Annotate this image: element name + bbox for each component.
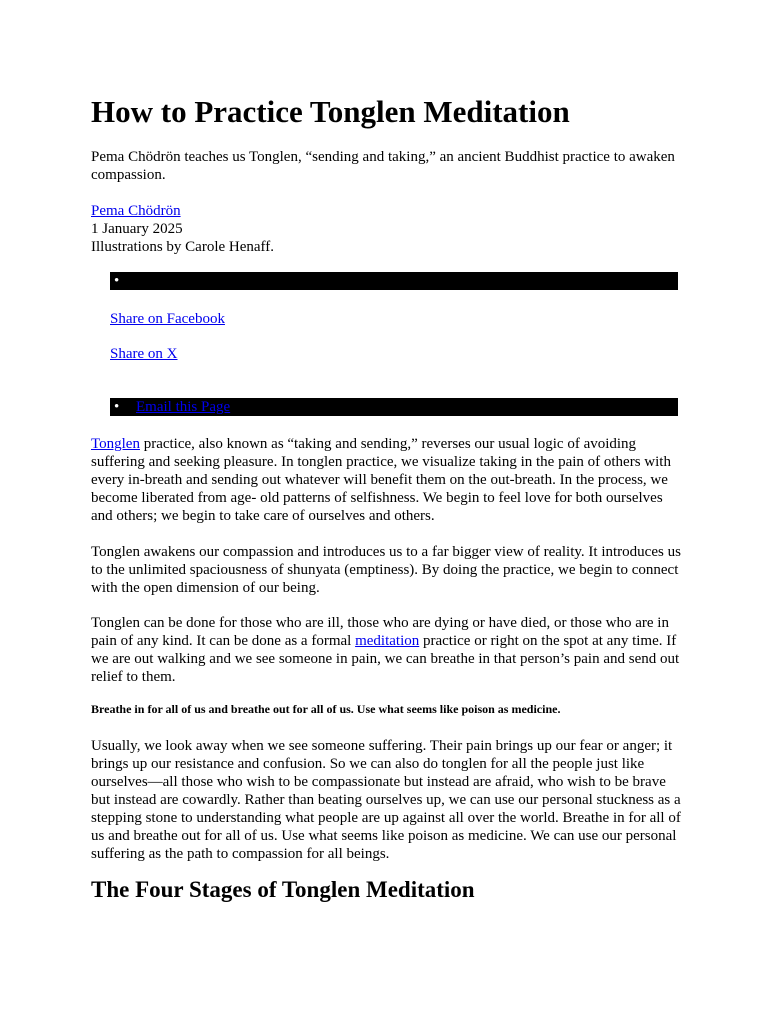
body-paragraph-1-text: practice, also known as “taking and sending,” reverses our usual logic of avoiding suffering and seeking pleasure. In tonglen practice, we visualize taking in the pain of others with every in-breath and sending out whatever will benefit them on the out-breath. In the process, we become liberated from age- old patterns of selfishness. We begin to feel love for both ourselves and others; we begin to take care of ourselves and others. <box>91 436 671 524</box>
body-paragraph-3-text-a: Tonglen can be done for those who are ill, those who are dying or have died, or those who are in pain of any kind. It can be done as a formal <box>91 615 669 649</box>
illustration-credit: Illustrations by Carole Henaff. <box>91 239 275 255</box>
list-bullet: • <box>114 399 120 415</box>
section-heading: The Four Stages of Tonglen Meditation <box>91 877 475 902</box>
body-paragraph-3 <box>91 614 681 686</box>
body-paragraph-1 <box>91 435 681 525</box>
share-x-link[interactable]: Share on X <box>110 346 178 362</box>
list-bullet: • <box>114 273 120 289</box>
pull-quote: Breathe in for all of us and breathe out for all of us. Use what seems like poison as medicine. <box>91 702 561 716</box>
article-title: How to Practice Tonglen Meditation <box>91 94 570 129</box>
article-dek: Pema Chödrön teaches us Tonglen, “sending and taking,” an ancient Buddhist practice to awaken compassion. <box>91 149 675 183</box>
author-link[interactable]: Pema Chödrön <box>91 203 181 219</box>
tonglen-link[interactable]: Tonglen <box>91 436 140 452</box>
body-paragraph-4: Usually, we look away when we see someone suffering. Their pain brings up our fear or anger; it brings up our resistance and confusion. So we can also do tonglen for all the people just like ourselves—all those who wish to be compassionate but instead are afraid, who wish to be brave but instead are cowardly. Rather than beating ourselves up, we can use our personal stuckness as a stepping stone to understanding what people are up against all over the world. Breathe in for all of us and breathe out for all of us. Use what seems like poison as medicine. We can use our personal suffering as the path to compassion for all beings. <box>91 738 681 862</box>
byline <box>91 202 681 256</box>
meditation-link[interactable]: meditation <box>355 633 420 649</box>
share-bar-email <box>110 398 678 416</box>
body-paragraph-3-text-b: practice or right on the spot at any time. If we are out walking and we see someone in pain, we can breathe in that person’s pain and send out relief to them. <box>91 633 680 685</box>
share-bar-top <box>110 272 678 290</box>
email-page-link[interactable]: Email this Page <box>136 399 231 415</box>
publish-date: 1 January 2025 <box>91 221 183 237</box>
body-paragraph-2: Tonglen awakens our compassion and introduces us to a far bigger view of reality. It introduces us to the unlimited spaciousness of shunyata (emptiness). By doing the practice, we begin to connect with the open dimension of our being. <box>91 544 681 596</box>
share-facebook-link[interactable]: Share on Facebook <box>110 311 225 327</box>
